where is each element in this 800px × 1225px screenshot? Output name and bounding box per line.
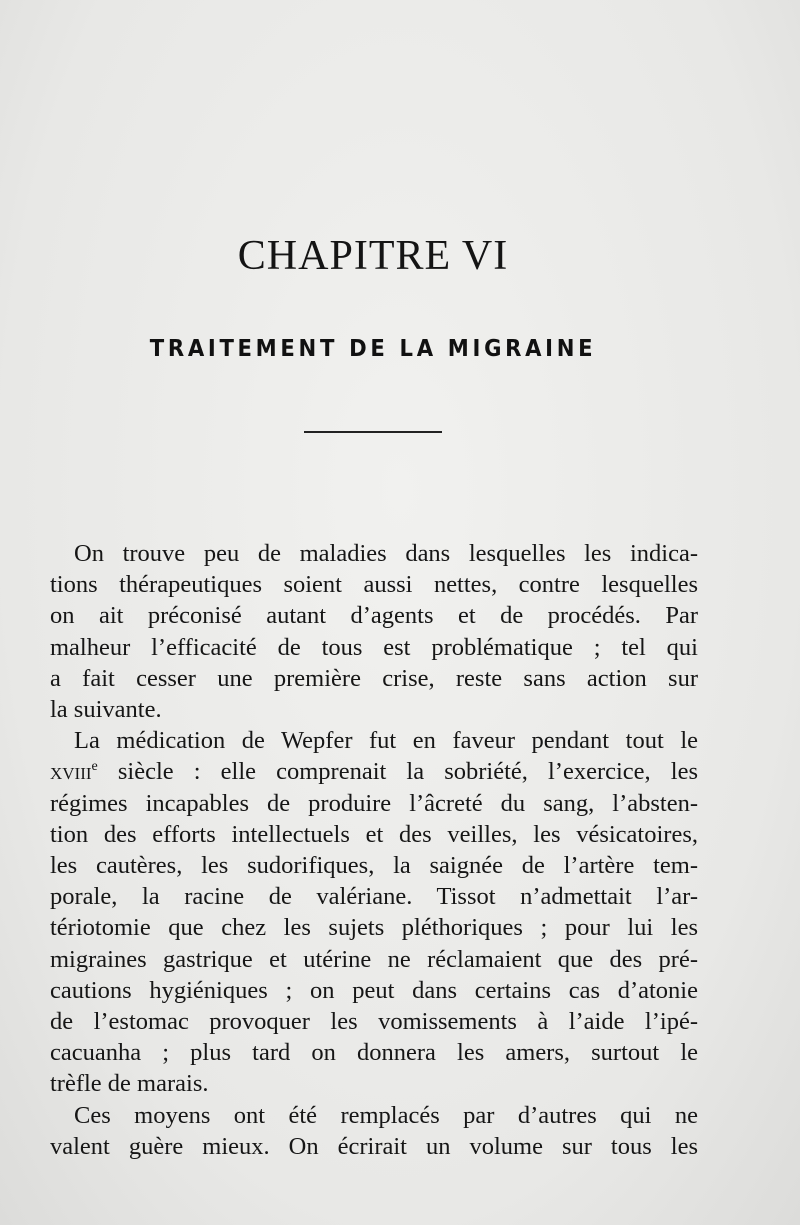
chapter-heading: CHAPITRE VI bbox=[237, 233, 509, 279]
century-superscript: e bbox=[91, 759, 98, 775]
century-numeral: xviii bbox=[50, 758, 92, 786]
text-line: la suivante. bbox=[50, 696, 162, 724]
text-line: malheur l’efficacité de tous est problématique ; tel qui bbox=[50, 633, 698, 661]
text-line: tériotomie que chez les sujets pléthoriques ; pour lui les bbox=[50, 914, 698, 942]
text-line: Ces moyens ont été remplacés par d’autres qui ne bbox=[74, 1101, 698, 1129]
text-line: régimes incapables de produire l’âcreté du sang, l’absten- bbox=[50, 789, 698, 817]
text-line: cautions hygiéniques ; on peut dans certains cas d’atonie bbox=[50, 976, 698, 1004]
text-line-rest: siècle : elle comprenait la sobriété, l’exercice, les bbox=[117, 758, 698, 786]
title-rule bbox=[304, 431, 442, 433]
text-line: cacuanha ; plus tard on donnera les amers, surtout le bbox=[50, 1039, 698, 1067]
text-line: de l’estomac provoquer les vomissements à l’aide l’ipé- bbox=[50, 1008, 698, 1036]
text-line: a fait cesser une première crise, reste sans action sur bbox=[50, 664, 698, 692]
text-line: les cautères, les sudorifiques, la saignée de l’artère tem- bbox=[50, 852, 698, 880]
text-line bbox=[50, 756, 698, 787]
text-line: migraines gastrique et utérine ne réclamaient que des pré- bbox=[50, 945, 698, 973]
text-line: on ait préconisé autant d’agents et de procédés. Par bbox=[50, 602, 698, 630]
text-line: tions thérapeutiques soient aussi nettes, contre lesquelles bbox=[50, 571, 698, 599]
text-line: trèfle de marais. bbox=[50, 1070, 209, 1098]
text-line: La médication de Wepfer fut en faveur pendant tout le bbox=[74, 727, 698, 755]
text-line: tion des efforts intellectuels et des veilles, les vésicatoires, bbox=[50, 820, 698, 848]
chapter-title: TRAITEMENT DE LA MIGRAINE bbox=[149, 336, 597, 362]
body-text bbox=[50, 538, 698, 1162]
text-line: porale, la racine de valériane. Tissot n’admettait l’ar- bbox=[50, 883, 698, 911]
text-line: On trouve peu de maladies dans lesquelles les indica- bbox=[74, 540, 698, 567]
text-line: valent guère mieux. On écrirait un volume sur tous les bbox=[50, 1132, 698, 1160]
